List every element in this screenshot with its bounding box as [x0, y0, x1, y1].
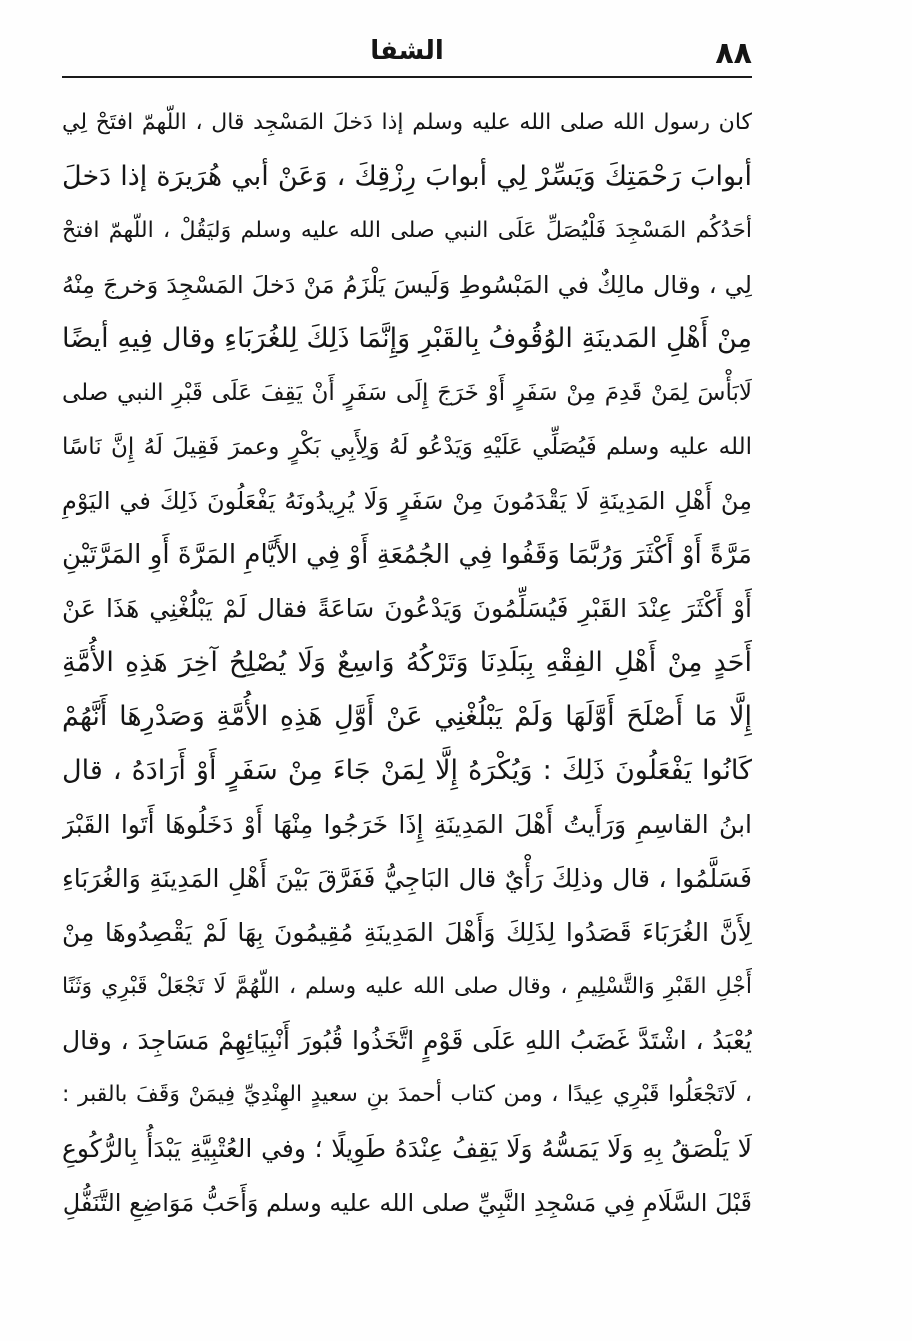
- text-line: كان رسول الله صلى الله عليه وسلم إذا دَخلَ المَسْجِد قال ، اللّهمّ افتَحْ لِي: [62, 110, 752, 135]
- running-title: الشفا: [370, 36, 444, 66]
- page-header: [62, 30, 752, 78]
- text-line: لِي ، وقال مالِكٌ في المَبْسُوطِ وَلَيسَ يَلْزَمُ مَنْ دَخلَ المَسْجِدَ وَخرجَ مِنْهُ: [62, 271, 752, 299]
- text-line: ، لَاتَجْعَلُوا قَبْرِي عِيدًا ، ومن كتاب أحمدَ بنِ سعيدٍ الهِنْدِيِّ فِيمَنْ وَقَفَ بالقبر :: [62, 1082, 752, 1107]
- text-line: الله عليه وسلم فَيُصَلِّي عَلَيْهِ وَيَدْعُو لَهُ وَلِأَبِي بَكْرٍ وعمرَ فَقِيلَ لَهُ إِنَّ نَاسًا: [62, 434, 752, 460]
- text-line: كَانُوا يَفْعَلُونَ ذَلِكَ : وَيُكْرَهُ إِلَّا لِمَنْ جَاءَ مِنْ سَفَرٍ أَوْ أَرَادَهُ ، قال: [62, 755, 752, 786]
- text-line: مَرَّةً أَوْ أَكْثَرَ وَرُبَّمَا وَقَفُوا فِي الجُمُعَةِ أَوْ فِي الأَيَّامِ المَرَّةَ أَوِ المَرَّتَيْنِ: [62, 540, 752, 570]
- body-text: [62, 96, 752, 1296]
- text-line: أَوْ أَكْثَرَ عِنْدَ القَبْرِ فَيُسَلِّمُونَ وَيَدْعُونَ سَاعَةً فقال لَمْ يَبْلُغْنِي هَذَا عَنْ: [62, 594, 752, 623]
- text-line: يُعْبَدُ ، اشْتَدَّ غَضَبُ اللهِ عَلَى قَوْمٍ اتَّخَذُوا قُبُورَ أَنْبِيَائِهِمْ مَسَاجِدَ ، وقال: [62, 1026, 752, 1055]
- page-number: ٨٨: [715, 36, 752, 71]
- text-line: أَحَدٍ مِنْ أَهْلِ الفِقْهِ بِبَلَدِنَا وَتَرْكُهُ وَاسِعٌ وَلَا يُصْلِحُ آخِرَ هَذِهِ الأُمَّةِ: [62, 647, 752, 678]
- text-line: مِنْ أَهْلِ المَدِينَةِ لَا يَقْدَمُونَ مِنْ سَفَرٍ وَلَا يُرِيدُونَهُ يَفْعَلُونَ ذَلِكَ في اليَوْمِ: [62, 487, 752, 515]
- text-line: لَابَأْسَ لِمَنْ قَدِمَ مِنْ سَفَرٍ أَوْ خَرَجَ إِلَى سَفَرٍ أَنْ يَقِفَ عَلَى قَبْرِ النبي صلى: [62, 380, 752, 406]
- text-line: ابنُ القاسِمِ وَرَأَيتُ أَهْلَ المَدِينَةِ إِذَا خَرَجُوا مِنْهَا أَوْ دَخَلُوهَا أَتَوا القَبْرَ: [62, 810, 752, 839]
- text-line: لِأَنَّ الغُرَبَاءَ قَصَدُوا لِذَلِكَ وَأَهْلَ المَدِينَةِ مُقِيمُونَ بِهَا لَمْ يَقْصِدُوهَا مِنْ: [62, 918, 752, 947]
- header-rule: [62, 76, 752, 78]
- text-line: أحَدُكُم المَسْجِدَ فَلْيُصَلِّ عَلَى النبي صلى الله عليه وسلم وَليَقُلْ ، اللّهمّ افتحْ: [62, 218, 752, 243]
- text-line: إِلَّا مَا أَصْلَحَ أَوَّلَهَا وَلَمْ يَبْلُغْنِي عَنْ أَوَّلِ هَذِهِ الأُمَّةِ وَصَدْرِهَا أَنَّهُمْ: [62, 701, 752, 732]
- text-line: مِنْ أَهْلِ المَدينَةِ الوُقُوفُ بِالقَبْرِ وَإِنَّمَا ذَلِكَ لِلغُرَبَاءِ وقال فِيهِ أيضًا: [62, 323, 752, 354]
- text-line: قَبْلَ السَّلَامِ فِي مَسْجِدِ النَّبِيِّ صلى الله عليه وسلم وَأَحَبُّ مَوَاضِعِ التَّنَفُّلِ: [62, 1189, 752, 1217]
- text-line: لَا يَلْصَقُ بِهِ وَلَا يَمَسُّهُ وَلَا يَقِفُ عِنْدَهُ طَوِيلًا ؛ وفي العُتْبِيَّةِ يَبْدَأُ بِالرُّكُوعِ: [62, 1134, 752, 1163]
- text-line: أَجْلِ القَبْرِ وَالتَّسْلِيمِ ، وقال صلى الله عليه وسلم ، اللّهُمَّ لَا تَجْعَلْ قَبْرِي وَثَنًا: [62, 974, 752, 999]
- text-line: أبوابَ رَحْمَتِكَ وَيَسِّرْ لِي أبوابَ رِزْقِكَ ، وَعَنْ أبي هُرَيرَة إذا دَخلَ: [62, 161, 752, 192]
- text-line: فَسَلَّمُوا ، قال وذلِكَ رَأْيٌ قال البَاجِيُّ فَفَرَّقَ بَيْنَ أَهْلِ المَدِينَةِ وَالغُرَبَاءِ: [62, 864, 752, 893]
